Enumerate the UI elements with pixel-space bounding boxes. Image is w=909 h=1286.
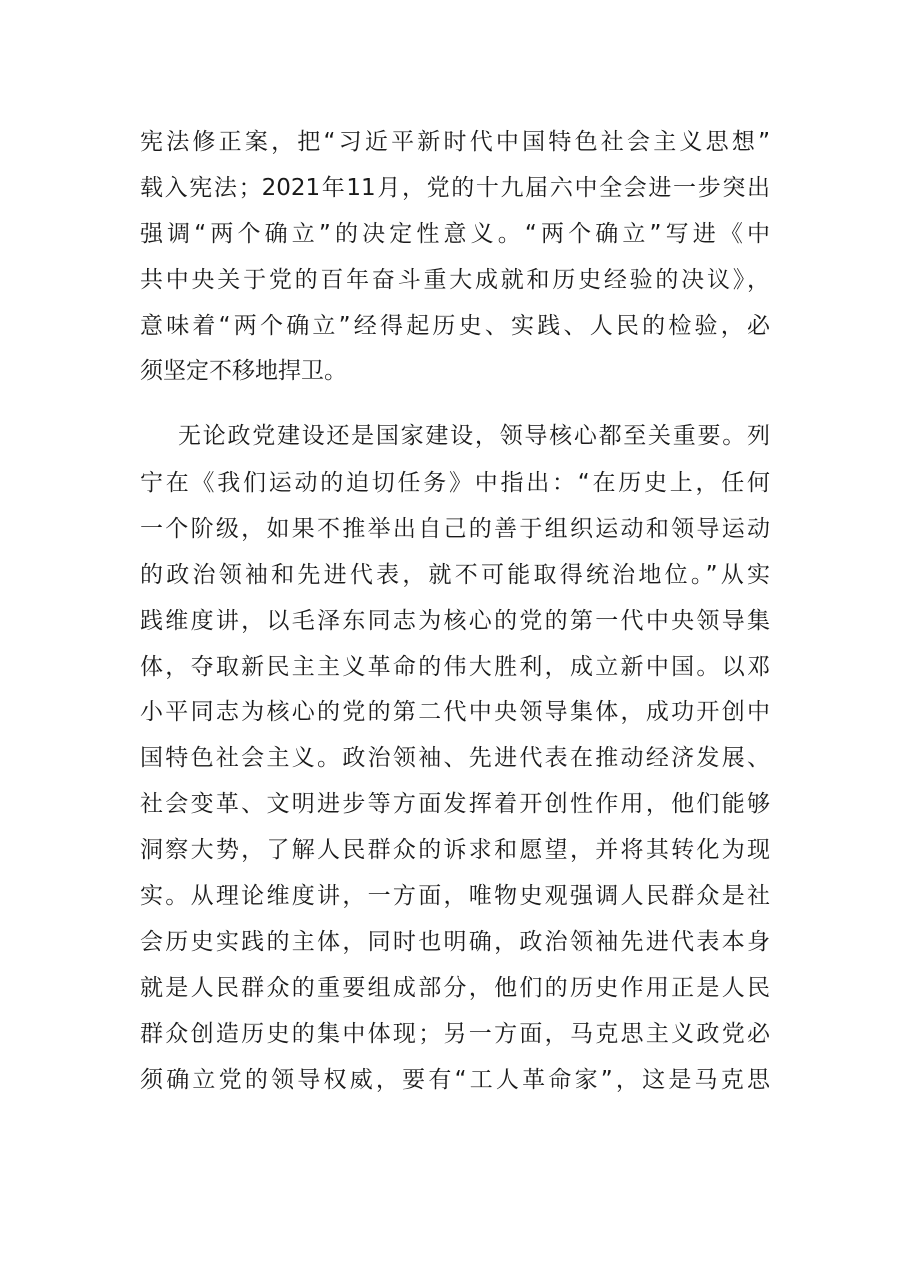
paragraph-line: 就是人民群众的重要组成部分，他们的历史作用正是人民: [140, 975, 770, 1001]
paragraph-line: 意味着“两个确立”经得起历史、实践、人民的检验，必: [140, 313, 770, 339]
paragraph-line: 强调“两个确立”的决定性意义。“两个确立”写进《中: [140, 221, 770, 247]
paragraph-line: 载入宪法；2021年11月，党的十九届六中全会进一步突出: [140, 175, 770, 201]
paragraph-line: 须坚定不移地捍卫。: [140, 358, 347, 384]
paragraph-first-line: 无论政党建设还是国家建设，领导核心都至关重要。列: [178, 423, 770, 449]
paragraph-line: 群众创造历史的集中体现；另一方面，马克思主义政党必: [140, 1021, 770, 1047]
paragraph-line: 体，夺取新民主主义革命的伟大胜利，成立新中国。以邓: [140, 654, 770, 680]
paragraph-line: 的政治领袖和先进代表，就不可能取得统治地位。”从实: [140, 562, 770, 588]
paragraph-line: 会历史实践的主体，同时也明确，政治领袖先进代表本身: [140, 929, 770, 955]
paragraph-line: 宁在《我们运动的迫切任务》中指出：“在历史上，任何: [140, 470, 770, 496]
paragraph-line: 宪法修正案，把“习近平新时代中国特色社会主义思想”: [140, 129, 770, 155]
paragraph-line: 实。从理论维度讲，一方面，唯物史观强调人民群众是社: [140, 883, 770, 909]
paragraph-line: 国特色社会主义。政治领袖、先进代表在推动经济发展、: [140, 745, 770, 771]
paragraph-line: 共中央关于党的百年奋斗重大成就和历史经验的决议》，: [140, 267, 770, 293]
paragraph-line: 一个阶级，如果不推举出自己的善于组织运动和领导运动: [140, 516, 770, 542]
paragraph-line: 洞察大势，了解人民群众的诉求和愿望，并将其转化为现: [140, 837, 770, 863]
paragraph-line: 践维度讲，以毛泽东同志为核心的党的第一代中央领导集: [140, 608, 770, 634]
paragraph-line: 小平同志为核心的党的第二代中央领导集体，成功开创中: [140, 699, 770, 725]
paragraph-line: 须确立党的领导权威，要有“工人革命家”，这是马克思: [140, 1067, 770, 1093]
paragraph-line: 社会变革、文明进步等方面发挥着开创性作用，他们能够: [140, 791, 770, 817]
